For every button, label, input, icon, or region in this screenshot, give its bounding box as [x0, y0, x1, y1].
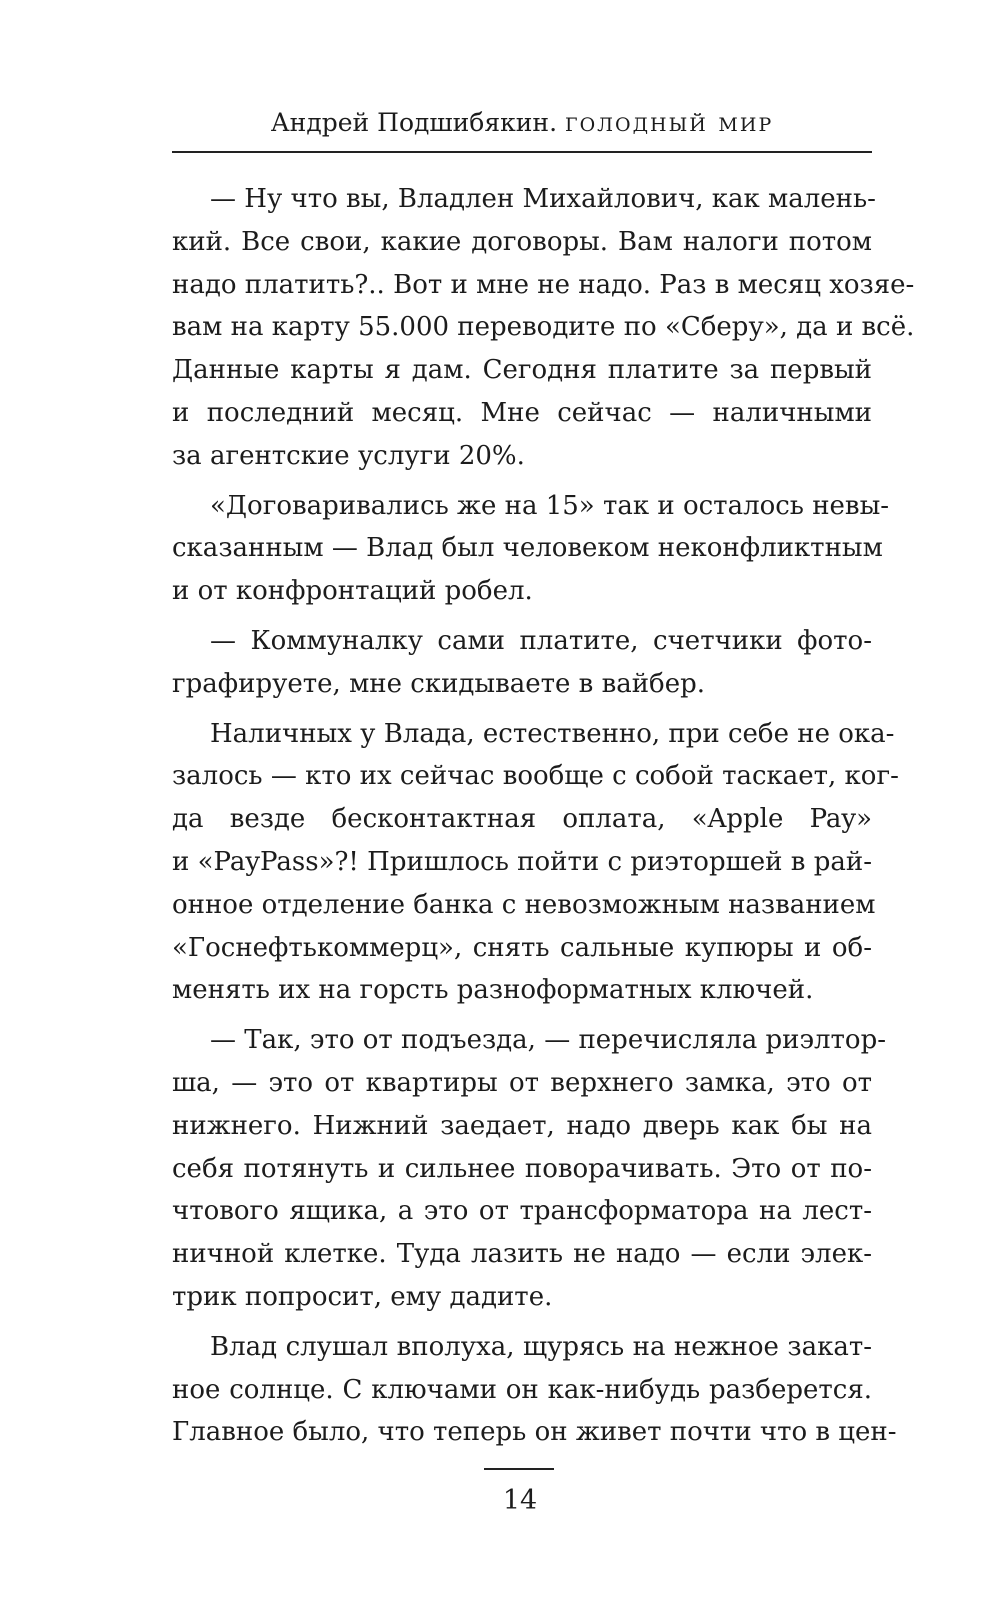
page-number: 14	[502, 1485, 538, 1516]
text-line: надо платить?.. Вот и мне не надо. Раз в месяц хозяе-	[172, 269, 915, 300]
paragraph	[172, 620, 872, 706]
text-line: — Коммуналку сами платите, счетчики фото-	[210, 625, 872, 656]
text-line: «Договаривались же на 15» так и осталось невы-	[210, 490, 890, 521]
text-line: и от конфронтаций робел.	[172, 576, 533, 607]
header-author: Андрей Подшибякин.	[270, 108, 558, 137]
text-line: — Так, это от подъезда, — перечисляла риэлтор-	[210, 1025, 886, 1056]
text-line: вам на карту 55.000 переводите по «Сберу», да и всё.	[172, 312, 915, 343]
text-line: — Ну что вы, Владлен Михайлович, как малень-	[210, 184, 876, 214]
text-line: чтового ящика, а это от трансформатора на лест-	[172, 1196, 872, 1227]
running-header	[172, 106, 872, 140]
text-line: онное отделение банка с невозможным названием	[172, 889, 876, 920]
text-line: и последний месяц. Мне сейчас — наличными	[172, 397, 872, 428]
text-line: ное солнце. С ключами он как-нибудь разберется.	[172, 1374, 872, 1405]
text-line: да везде бесконтактная оплата, «Apple Pay»	[172, 804, 872, 835]
paragraph	[172, 1019, 886, 1319]
text-line: Главное было, что теперь он живет почти что в цен-	[172, 1417, 897, 1448]
text-line: кий. Все свои, какие договоры. Вам налоги потом	[172, 226, 872, 257]
footer-rule	[484, 1468, 554, 1470]
header-book-title: голодный мир	[564, 107, 774, 138]
text-line: за агентские услуги 20%.	[172, 440, 525, 471]
text-line: Наличных у Влада, естественно, при себе не ока-	[210, 718, 895, 749]
text-line: сказанным — Влад был человеком неконфликтным	[172, 533, 883, 564]
body-text	[172, 178, 915, 1461]
paragraph	[172, 485, 890, 613]
header-rule	[172, 151, 872, 153]
text-line: себя потянуть и сильнее поворачивать. Это от по-	[172, 1153, 872, 1184]
text-line: Влад слушал вполуха, щурясь на нежное закат-	[210, 1331, 872, 1362]
text-line: залось — кто их сейчас вообще с собой таскает, ког-	[172, 761, 899, 792]
text-line: графируете, мне скидываете в вайбер.	[172, 668, 705, 699]
paragraph	[172, 713, 899, 1013]
text-line: трик попросит, ему дадите.	[172, 1281, 553, 1312]
text-line: менять их на горсть разноформатных ключей.	[172, 975, 814, 1006]
paragraph	[172, 1326, 897, 1454]
paragraph	[172, 178, 915, 478]
text-line: нижнего. Нижний заедает, надо дверь как бы на	[172, 1110, 872, 1141]
text-line: «Госнефтькоммерц», снять сальные купюры и об-	[172, 932, 872, 963]
text-line: и «PayPass»?! Пришлось пойти с риэторшей в рай-	[172, 846, 872, 877]
text-line: Данные карты я дам. Сегодня платите за первый	[172, 355, 872, 386]
text-line: ничной клетке. Туда лазить не надо — если элек-	[172, 1239, 872, 1270]
text-line: ша, — это от квартиры от верхнего замка, это от	[172, 1067, 872, 1098]
